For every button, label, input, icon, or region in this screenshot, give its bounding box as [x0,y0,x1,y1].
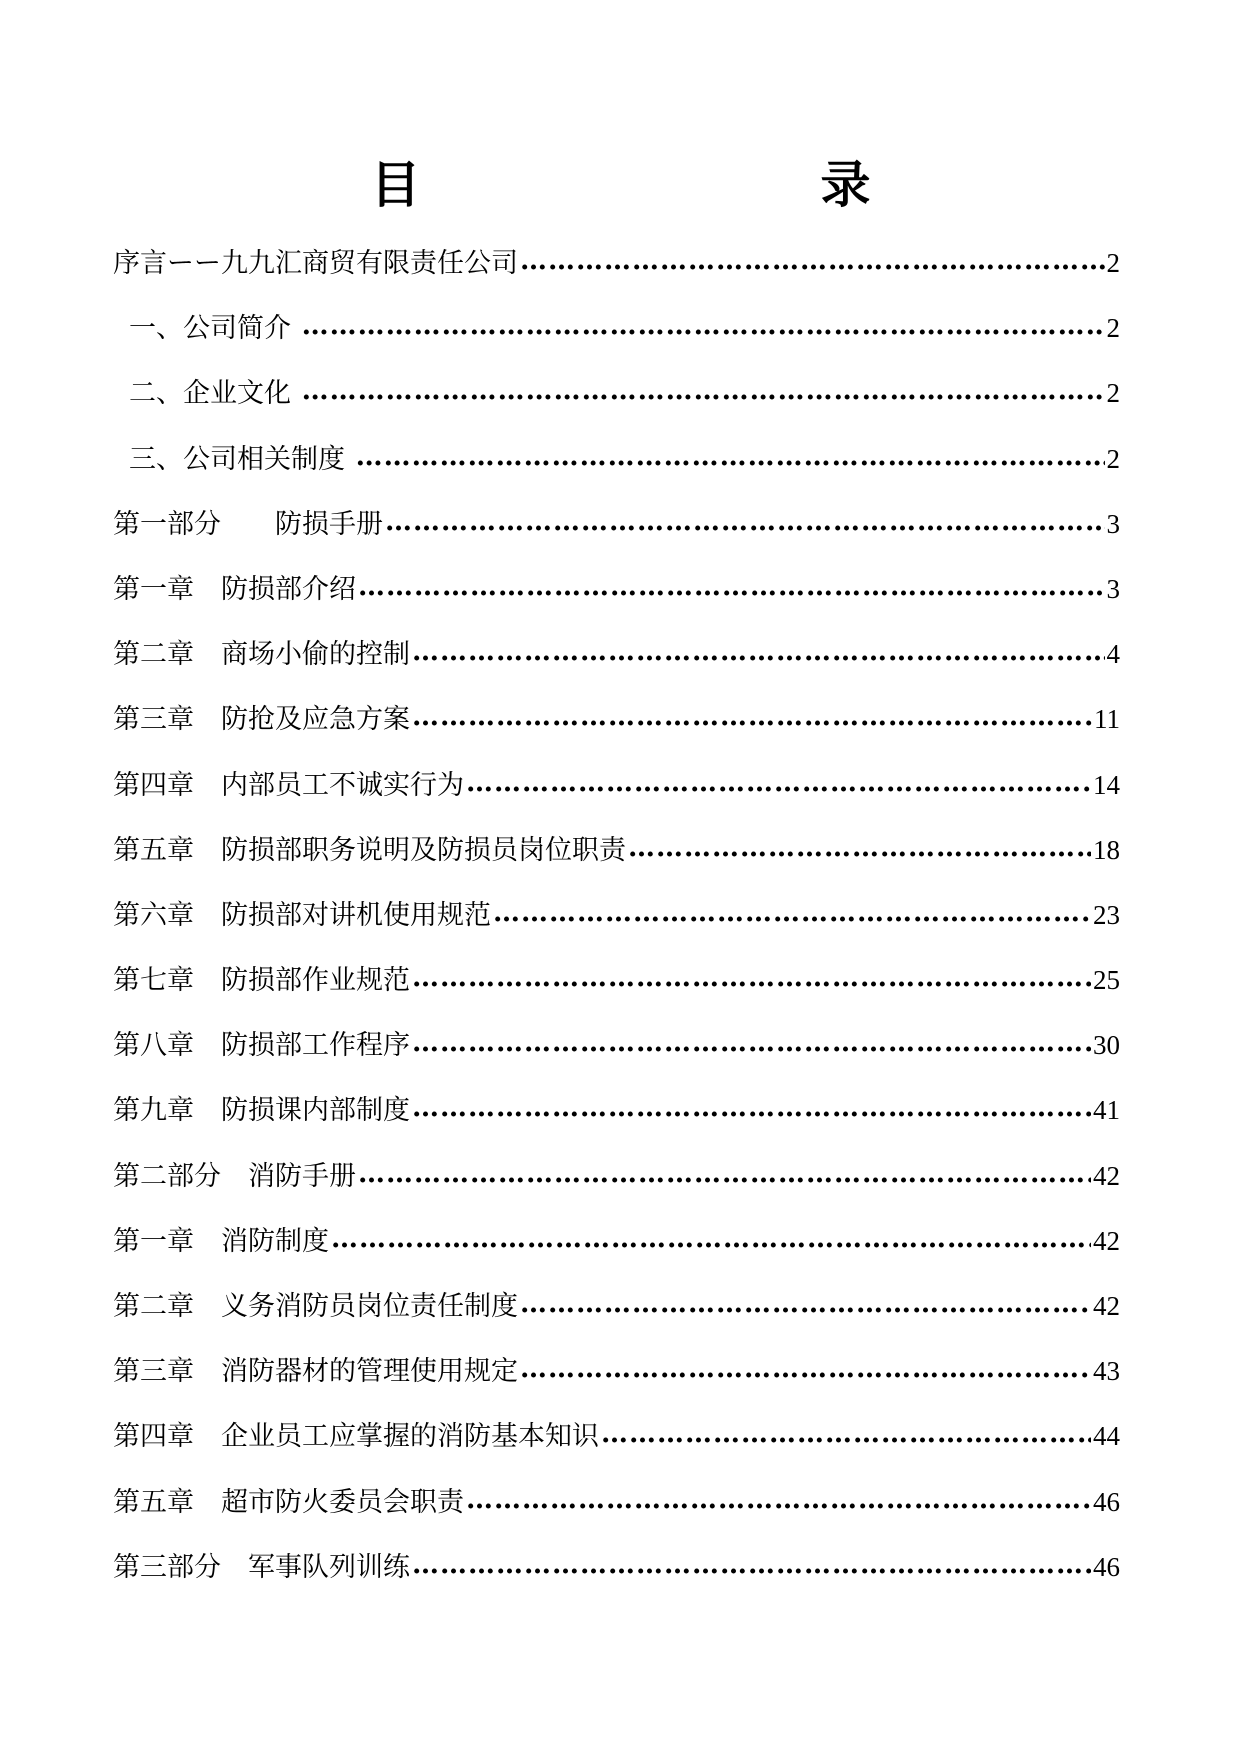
toc-entry[interactable] [113,706,1120,771]
toc-entry-label: 序言ーー九九汇商贸有限责任公司 [113,248,518,279]
toc-entry-page-number: 42 [1093,1225,1120,1256]
toc-entry-page-number: 2 [1106,443,1120,474]
toc-entry-page-number: 23 [1093,899,1120,930]
toc-entry[interactable] [113,380,1120,445]
dot-leader [358,573,1105,600]
toc-entry-page-number: 41 [1093,1095,1120,1126]
toc-entry[interactable] [113,1486,1120,1554]
toc-entry[interactable] [113,1551,1120,1619]
toc-entry-page-number: 30 [1093,1030,1120,1061]
toc-entry-label: 二、企业文化 [129,378,300,410]
page-title: 目 录 [370,155,971,214]
toc-entry-label: 第三部分 军事队列训练 [113,1551,410,1583]
toc-entry-label: 三、公司相关制度 [129,443,354,475]
dot-leader [412,1029,1091,1056]
dot-leader [466,769,1091,796]
toc-entry[interactable] [113,967,1120,1032]
toc-entry-page-number: 4 [1106,639,1120,670]
toc-entry[interactable] [113,443,1120,511]
dot-leader [385,508,1105,535]
toc-entry[interactable] [113,1293,1120,1358]
toc-entry[interactable] [113,834,1120,902]
toc-entry[interactable] [113,1097,1120,1162]
toc-entry-page-number: 2 [1106,313,1120,344]
dot-leader [412,638,1105,665]
dot-leader [412,1094,1091,1121]
toc-entry-label: 第二章 义务消防员岗位责任制度 [113,1291,518,1322]
toc-entry-label: 第七章 防损部作业规范 [113,965,410,997]
toc-entry[interactable] [113,250,1120,315]
dot-leader [628,834,1091,861]
toc-entry[interactable] [113,1160,1120,1228]
toc-entry-page-number: 46 [1093,1486,1120,1517]
dot-leader [412,964,1091,991]
toc-entry[interactable] [113,573,1120,641]
toc-entry-label: 第九章 防损课内部制度 [113,1095,410,1127]
toc-entry[interactable] [113,1423,1120,1488]
toc-entry-page-number: 3 [1106,508,1120,539]
toc-entry-page-number: 11 [1094,704,1120,735]
toc-entry[interactable] [113,1225,1120,1293]
toc-entry-page-number: 25 [1093,965,1120,996]
toc-entry[interactable] [113,508,1120,576]
toc-entry-label: 第六章 防损部对讲机使用规范 [113,899,491,931]
toc-entry-page-number: 3 [1106,573,1120,604]
dot-leader [601,1420,1091,1447]
toc-entry-page-number: 42 [1093,1291,1120,1321]
dot-leader [520,1290,1091,1317]
toc-entry[interactable] [113,1358,1120,1423]
toc-entry-label: 第五章 超市防火委员会职责 [113,1486,464,1518]
toc-entry-label: 第二部分 消防手册 [113,1160,356,1192]
toc-entry[interactable] [113,1032,1120,1097]
toc-entry-label: 第三章 消防器材的管理使用规定 [113,1356,518,1388]
dot-leader [412,703,1092,730]
table-of-contents [113,250,1120,1619]
toc-entry-label: 第四章 企业员工应掌握的消防基本知识 [113,1421,599,1453]
toc-entry-label: 第三章 防抢及应急方案 [113,704,410,736]
toc-entry-page-number: 18 [1093,834,1120,865]
dot-leader [331,1225,1091,1252]
toc-entry-page-number: 44 [1093,1421,1120,1452]
dot-leader [466,1486,1091,1513]
dot-leader [356,443,1105,470]
dot-leader [520,247,1105,274]
toc-entry[interactable] [113,315,1120,380]
toc-entry[interactable] [113,641,1120,706]
toc-entry-label: 第八章 防损部工作程序 [113,1030,410,1062]
toc-entry-page-number: 43 [1093,1356,1120,1387]
dot-leader [520,1355,1091,1382]
toc-entry[interactable] [113,899,1120,967]
toc-entry-label: 一、公司简介 [129,313,300,345]
toc-entry-label: 第五章 防损部职务说明及防损员岗位职责 [113,834,626,866]
dot-leader [493,899,1091,926]
dot-leader [358,1160,1091,1187]
toc-entry-page-number: 2 [1106,248,1120,278]
toc-entry-page-number: 2 [1106,378,1120,409]
toc-entry-page-number: 42 [1093,1160,1120,1191]
toc-entry-label: 第一章 防损部介绍 [113,573,356,605]
dot-leader [302,312,1105,339]
dot-leader [412,1551,1091,1578]
toc-entry-label: 第一章 消防制度 [113,1225,329,1257]
toc-entry-label: 第一部分 防损手册 [113,508,383,540]
dot-leader [302,377,1105,404]
toc-entry[interactable] [113,769,1120,837]
toc-entry-label: 第二章 商场小偷的控制 [113,639,410,671]
toc-entry-label: 第四章 内部员工不诚实行为 [113,769,464,801]
toc-entry-page-number: 14 [1093,769,1120,800]
toc-entry-page-number: 46 [1093,1551,1120,1582]
